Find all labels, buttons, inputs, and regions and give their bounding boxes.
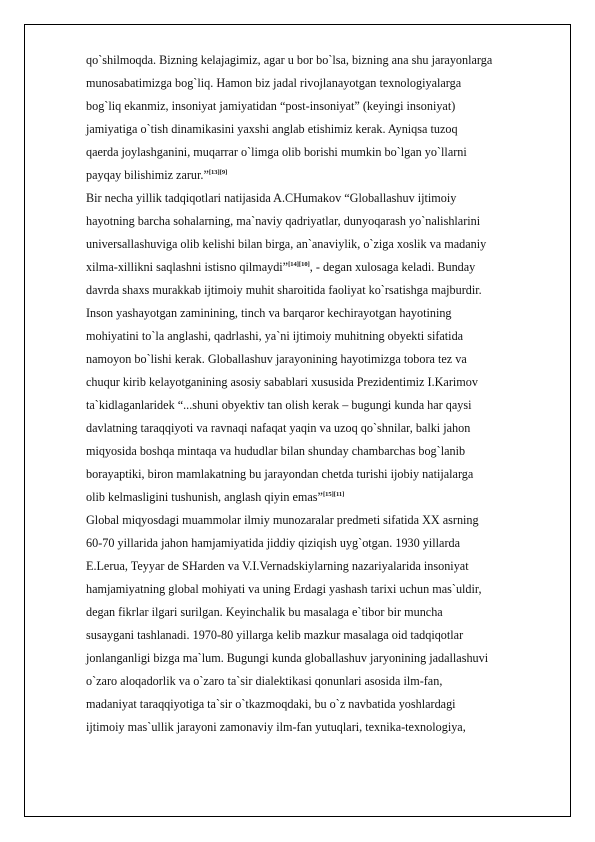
line-text: universallashuviga olib kelishi bilan birga, an`anaviylik, o`ziga xoslik va madaniy xyxy=(86,237,487,251)
line-text: ijtimoiy mas`ullik jarayoni zamonaviy ilm-fan yutuqlari, texnika-texnologiya, xyxy=(86,720,466,734)
text-line xyxy=(86,578,554,601)
text-line xyxy=(86,624,554,647)
line-text: Global miqyosdagi muammolar ilmiy munozaralar predmeti sifatida XX asrning xyxy=(86,513,479,527)
text-line xyxy=(86,532,554,555)
text-line xyxy=(86,95,554,118)
line-text: E.Lerua, Teyyar de SHarden va V.I.Vernadskiylarning nazariyalarida insoniyat xyxy=(86,559,469,573)
body-text xyxy=(86,49,554,739)
text-line xyxy=(86,509,554,532)
text-line xyxy=(86,670,554,693)
text-line xyxy=(86,72,554,95)
text-line xyxy=(86,210,554,233)
text-line xyxy=(86,440,554,463)
text-line xyxy=(86,187,554,210)
text-line xyxy=(86,555,554,578)
line-text: hayotning barcha sohalarning, ma`naviy qadriyatlar, dunyoqarash yo`nalishlarini xyxy=(86,214,481,228)
text-line xyxy=(86,348,554,371)
line-text: olib kelmasligini tushunish, anglash qiyin emas” xyxy=(86,490,323,504)
text-line xyxy=(86,325,554,348)
text-line xyxy=(86,49,554,72)
line-text: chuqur kirib kelayotganining asosiy sabablari xususida Prezidentimiz I.Karimov xyxy=(86,375,478,389)
footnote-reference: [15][11] xyxy=(322,491,345,498)
text-line xyxy=(86,302,554,325)
line-text: bog`liq ekanmiz, insoniyat jamiyatidan “post-insoniyat” (keyingi insoniyat) xyxy=(86,99,456,113)
line-text-continuation: , - degan xulosaga keladi. Bunday xyxy=(309,260,476,274)
line-text: payqay bilishimiz zarur.” xyxy=(86,168,209,182)
text-line xyxy=(86,256,554,279)
text-line xyxy=(86,394,554,417)
line-text: o`zaro aloqadorlik va o`zaro ta`sir dialektikasi qonunlari asosida ilm-fan, xyxy=(86,674,443,688)
line-text: jamiyatiga o`tish dinamikasini yaxshi anglab etishimiz kerak. Ayniqsa tuzoq xyxy=(86,122,458,136)
text-line xyxy=(86,647,554,670)
text-line xyxy=(86,486,554,509)
text-line xyxy=(86,118,554,141)
line-text: Bir necha yillik tadqiqotlari natijasida A.CHumakov “Globallashuv ijtimoiy xyxy=(86,191,457,205)
line-text: qo`shilmoqda. Bizning kelajagimiz, agar u bor bo`lsa, bizning ana shu jarayonlarga xyxy=(86,53,493,67)
line-text: xilma-xillikni saqlashni istisno qilmaydi” xyxy=(86,260,289,274)
line-text: borayaptiki, biron mamlakatning bu jarayondan chetda turishi ijobiy natijalarga xyxy=(86,467,474,481)
line-text: ta`kidlaganlaridek “...shuni obyektiv tan olish kerak – bugungi kunda har qaysi xyxy=(86,398,472,412)
line-text: hamjamiyatning global mohiyati va uning Erdagi yashash tarixi uchun mas`uldir, xyxy=(86,582,482,596)
line-text: madaniyat taraqqiyotiga ta`sir o`tkazmoqdaki, bu o`z navbatida yoshlardagi xyxy=(86,697,456,711)
line-text: davrda shaxs murakkab ijtimoiy muhit sharoitida faoliyat ko`rsatishga majburdir. xyxy=(86,283,482,297)
line-text: degan fikrlar ilgari surilgan. Keyinchalik bu masalaga e`tibor bir muncha xyxy=(86,605,443,619)
text-line xyxy=(86,693,554,716)
line-text: qaerda joylashganini, muqarrar o`limga olib borishi mumkin bo`lgan yo`llarni xyxy=(86,145,467,159)
footnote-reference: [14][10] xyxy=(288,261,310,268)
line-text: 60-70 yillarida jahon hamjamiyatida jiddiy qiziqish uyg`otgan. 1930 yillarda xyxy=(86,536,461,550)
text-line xyxy=(86,279,554,302)
text-line xyxy=(86,716,554,739)
text-line xyxy=(86,233,554,256)
text-line xyxy=(86,141,554,164)
line-text: Inson yashayotgan zaminining, tinch va barqaror kechirayotgan hayotining xyxy=(86,306,452,320)
line-text: mohiyatini to`la anglashi, qadrlashi, ya`ni ijtimoiy muhitning obyekti sifatida xyxy=(86,329,464,343)
footnote-reference: [13][9] xyxy=(208,169,228,176)
text-line xyxy=(86,371,554,394)
text-line xyxy=(86,417,554,440)
text-line xyxy=(86,164,554,187)
text-line xyxy=(86,601,554,624)
line-text: namoyon bo`lishi kerak. Globallashuv jarayonining hayotimizga tobora tez va xyxy=(86,352,467,366)
line-text: munosabatimizga bog`liq. Hamon biz jadal rivojlanayotgan texnologiyalarga xyxy=(86,76,462,90)
text-line xyxy=(86,463,554,486)
line-text: davlatning taraqqiyoti va ravnaqi nafaqat yaqin va uzoq qo`shnilar, balki jahon xyxy=(86,421,471,435)
line-text: miqyosida boshqa mintaqa va hududlar bilan shunday chambarchas bog`lanib xyxy=(86,444,466,458)
line-text: susaygani tashlanadi. 1970-80 yillarga kelib mazkur masalaga oid tadqiqotlar xyxy=(86,628,464,642)
line-text: jonlanganligi bizga ma`lum. Bugungi kunda globallashuv jaryonining jadallashuvi xyxy=(86,651,489,665)
